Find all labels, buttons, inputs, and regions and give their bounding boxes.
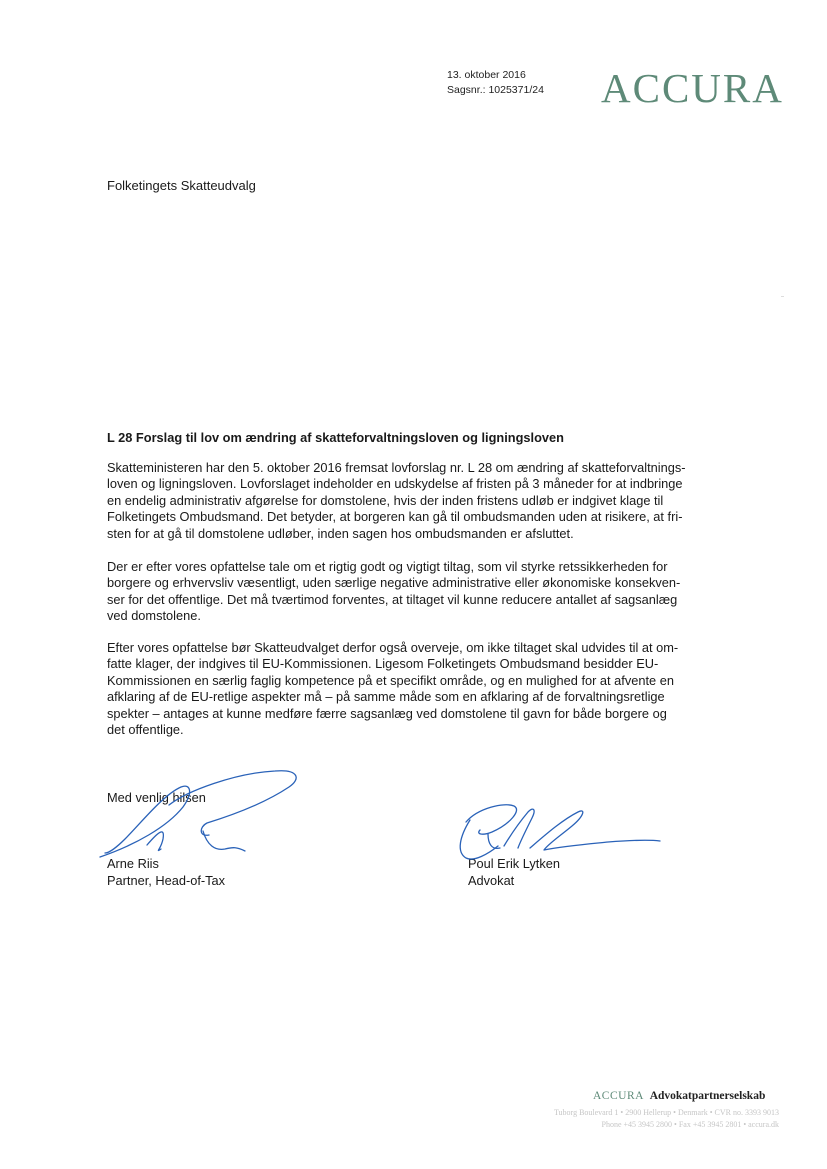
text-line: Kommissionen en særlig faglig kompetence på et specifikt område, og en mulighed for at afvente en (107, 672, 674, 688)
case-number: Sagsnr.: 1025371/24 (447, 84, 544, 96)
footer-brand (593, 1090, 765, 1102)
footer-brand-suffix: Advokatpartnerselskab (649, 1090, 766, 1102)
signatory-1-name: Arne Riis (107, 856, 159, 871)
signature-arne-riis (95, 765, 310, 875)
text-line: det offentlige. (107, 722, 184, 738)
text-line: Folketingets Ombudsmand. Det betyder, at borgeren kan gå til ombudsmanden uden at risikere, at fri- (107, 509, 683, 525)
paragraph-1 (107, 460, 765, 542)
signatory-2-title: Advokat (468, 873, 515, 888)
paragraph-3 (107, 640, 765, 738)
text-line: afklaring af de EU-retlige aspekter må – på samme måde som en afklaring af de forvaltningsretlige (107, 689, 665, 705)
closing-greeting: Med venlig hilsen (107, 790, 206, 805)
page-speck (781, 296, 784, 297)
text-line: spekter – antages at kunne medføre færre sagsanlæg ved domstolene til gavn for både borgere og (107, 705, 667, 721)
paragraph-2 (107, 559, 765, 625)
signature-poul-erik-lytken (448, 800, 663, 870)
signatory-1-title: Partner, Head-of-Tax (107, 873, 226, 888)
text-line: en endelig administrativ afgørelse for domstolene, hvis der inden fristens udløb er indgivet klage til (107, 492, 664, 508)
letter-meta (447, 68, 544, 98)
text-line: borgere og erhvervsliv væsentligt, uden særlige negative administrative eller økonomiske konsekven- (107, 575, 681, 591)
accura-logo: ACCURA (601, 65, 784, 111)
text-line: Skatteministeren har den 5. oktober 2016 fremsat lovforslag nr. L 28 om ændring af skatteforvaltnings- (107, 460, 686, 475)
footer-contact: Phone +45 3945 2800 • Fax +45 3945 2801 • accura.dk (601, 1120, 779, 1129)
text-line: Efter vores opfattelse bør Skatteudvalget derfor også overveje, om ikke tiltaget skal udvides til at om- (107, 640, 679, 655)
text-line: Der er efter vores opfattelse tale om et rigtig godt og vigtigt tiltag, som vil styrke retssikkerheden for (107, 559, 668, 574)
text-line: ser for det offentlige. Det må tværtimod forventes, at tiltaget vil kunne reducere antallet af sagsanlæg (107, 591, 678, 607)
text-line: fatte klager, der indgives til EU-Kommissionen. Ligesom Folketingets Ombudsmand besidder EU- (107, 656, 659, 672)
letter-subject: L 28 Forslag til lov om ændring af skatteforvaltningsloven og ligningsloven (107, 430, 564, 445)
footer-address: Tuborg Boulevard 1 • 2900 Hellerup • Denmark • CVR no. 3393 9013 (553, 1108, 779, 1117)
footer-brand-name: ACCURA (593, 1090, 644, 1102)
text-line: ved domstolene. (107, 608, 201, 624)
signatory-2-name: Poul Erik Lytken (468, 856, 560, 871)
letter-date: 13. oktober 2016 (447, 69, 526, 81)
recipient: Folketingets Skatteudvalg (107, 178, 256, 193)
text-line: sten for at gå til domstolene udløber, inden sagen hos ombudsmanden er afsluttet. (107, 525, 574, 541)
text-line: loven og ligningsloven. Lovforslaget indeholder en udskydelse af fristen på 3 måneder for at indbringe (107, 476, 683, 492)
